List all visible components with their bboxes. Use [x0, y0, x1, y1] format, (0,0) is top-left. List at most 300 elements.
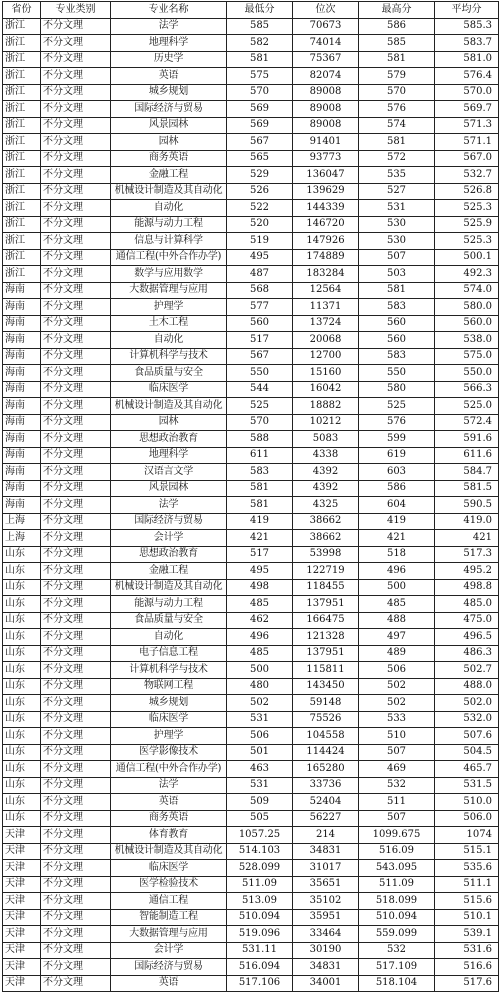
cell-max-score: 488 [359, 612, 435, 629]
cell-category: 不分文理 [41, 348, 111, 365]
table-row [3, 414, 499, 431]
table-row [3, 249, 499, 266]
cell-avg-score: 526.8 [435, 183, 499, 200]
cell-major: 体育教育 [111, 827, 227, 844]
cell-avg-score: 532.0 [435, 711, 499, 728]
cell-min-score: 514.103 [227, 843, 293, 860]
cell-min-score: 582 [227, 35, 293, 52]
cell-major: 商务英语 [111, 810, 227, 827]
cell-major: 医学影像技术 [111, 744, 227, 761]
table-row [3, 975, 499, 992]
cell-major: 临床医学 [111, 381, 227, 398]
table-row [3, 150, 499, 167]
cell-min-score: 517 [227, 332, 293, 349]
cell-major: 自动化 [111, 629, 227, 646]
cell-avg-score: 510.1 [435, 909, 499, 926]
cell-min-score: 496 [227, 629, 293, 646]
header-rank: 位次 [293, 2, 359, 19]
cell-major: 护理学 [111, 299, 227, 316]
cell-rank: 82074 [293, 68, 359, 85]
cell-category: 不分文理 [41, 761, 111, 778]
cell-rank: 146720 [293, 216, 359, 233]
cell-max-score: 576 [359, 101, 435, 118]
cell-category: 不分文理 [41, 431, 111, 448]
cell-major: 法学 [111, 497, 227, 514]
cell-rank: 35102 [293, 893, 359, 910]
cell-min-score: 531 [227, 711, 293, 728]
cell-category: 不分文理 [41, 777, 111, 794]
cell-major: 机械设计制造及其自动化 [111, 183, 227, 200]
cell-min-score: 575 [227, 68, 293, 85]
cell-max-score: 530 [359, 233, 435, 250]
cell-province: 天津 [3, 876, 41, 893]
table-row [3, 431, 499, 448]
cell-avg-score: 550.0 [435, 365, 499, 382]
cell-avg-score: 569.7 [435, 101, 499, 118]
cell-major: 能源与动力工程 [111, 596, 227, 613]
cell-major: 国际经济与贸易 [111, 513, 227, 530]
cell-min-score: 528.099 [227, 860, 293, 877]
cell-max-score: 572 [359, 150, 435, 167]
cell-avg-score: 506.0 [435, 810, 499, 827]
table-row [3, 365, 499, 382]
cell-min-score: 560 [227, 315, 293, 332]
cell-category: 不分文理 [41, 233, 111, 250]
table-row [3, 183, 499, 200]
cell-min-score: 517.106 [227, 975, 293, 992]
table-row [3, 513, 499, 530]
cell-category: 不分文理 [41, 216, 111, 233]
table-row [3, 794, 499, 811]
table-row [3, 777, 499, 794]
cell-province: 浙江 [3, 117, 41, 134]
cell-min-score: 462 [227, 612, 293, 629]
cell-major: 机械设计制造及其自动化 [111, 843, 227, 860]
header-province: 省份 [3, 2, 41, 19]
cell-max-score: 532 [359, 942, 435, 959]
table-row [3, 761, 499, 778]
cell-province: 山东 [3, 612, 41, 629]
cell-province: 山东 [3, 728, 41, 745]
cell-major: 电子信息工程 [111, 645, 227, 662]
cell-max-score: 586 [359, 480, 435, 497]
cell-max-score: 570 [359, 84, 435, 101]
cell-max-score: 518.099 [359, 893, 435, 910]
cell-province: 浙江 [3, 18, 41, 35]
cell-rank: 35951 [293, 909, 359, 926]
cell-province: 山东 [3, 744, 41, 761]
cell-min-score: 519 [227, 233, 293, 250]
cell-max-score: 511.09 [359, 876, 435, 893]
cell-avg-score: 525.3 [435, 233, 499, 250]
cell-category: 不分文理 [41, 827, 111, 844]
cell-province: 天津 [3, 860, 41, 877]
cell-avg-score: 507.6 [435, 728, 499, 745]
cell-avg-score: 590.5 [435, 497, 499, 514]
cell-category: 不分文理 [41, 744, 111, 761]
cell-max-score: 543.095 [359, 860, 435, 877]
cell-province: 山东 [3, 711, 41, 728]
cell-rank: 33736 [293, 777, 359, 794]
cell-major: 数学与应用数学 [111, 266, 227, 283]
table-row [3, 678, 499, 695]
cell-min-score: 611 [227, 447, 293, 464]
cell-rank: 5083 [293, 431, 359, 448]
cell-min-score: 568 [227, 282, 293, 299]
cell-avg-score: 581.5 [435, 480, 499, 497]
cell-max-score: 560 [359, 332, 435, 349]
cell-min-score: 570 [227, 414, 293, 431]
cell-category: 不分文理 [41, 299, 111, 316]
header-max-score: 最高分 [359, 2, 435, 19]
cell-province: 浙江 [3, 134, 41, 151]
table-row [3, 711, 499, 728]
cell-max-score: 502 [359, 695, 435, 712]
cell-category: 不分文理 [41, 18, 111, 35]
cell-avg-score: 475.0 [435, 612, 499, 629]
cell-rank: 34001 [293, 975, 359, 992]
cell-rank: 118455 [293, 579, 359, 596]
header-major: 专业名称 [111, 2, 227, 19]
cell-major: 风景园林 [111, 480, 227, 497]
cell-province: 天津 [3, 843, 41, 860]
cell-major: 自动化 [111, 332, 227, 349]
cell-category: 不分文理 [41, 563, 111, 580]
cell-major: 物联网工程 [111, 678, 227, 695]
cell-rank: 139629 [293, 183, 359, 200]
header-category: 专业类别 [41, 2, 111, 19]
cell-major: 通信工程(中外合作办学) [111, 761, 227, 778]
cell-avg-score: 531.6 [435, 942, 499, 959]
cell-province: 山东 [3, 579, 41, 596]
cell-category: 不分文理 [41, 332, 111, 349]
cell-rank: 114424 [293, 744, 359, 761]
cell-major: 历史学 [111, 51, 227, 68]
cell-major: 园林 [111, 414, 227, 431]
header-row [3, 2, 499, 19]
cell-major: 城乡规划 [111, 84, 227, 101]
table-row [3, 810, 499, 827]
cell-major: 园林 [111, 134, 227, 151]
table-row [3, 282, 499, 299]
cell-max-score: 603 [359, 464, 435, 481]
cell-category: 不分文理 [41, 35, 111, 52]
cell-min-score: 480 [227, 678, 293, 695]
cell-avg-score: 584.7 [435, 464, 499, 481]
cell-major: 商务英语 [111, 150, 227, 167]
table-row [3, 167, 499, 184]
table-row [3, 51, 499, 68]
cell-category: 不分文理 [41, 282, 111, 299]
cell-province: 山东 [3, 546, 41, 563]
table-row [3, 876, 499, 893]
cell-province: 天津 [3, 827, 41, 844]
cell-province: 海南 [3, 398, 41, 415]
cell-avg-score: 502.7 [435, 662, 499, 679]
cell-category: 不分文理 [41, 101, 111, 118]
cell-rank: 13724 [293, 315, 359, 332]
cell-rank: 53998 [293, 546, 359, 563]
cell-max-score: 586 [359, 18, 435, 35]
cell-major: 通信工程(中外合作办学) [111, 249, 227, 266]
cell-min-score: 581 [227, 51, 293, 68]
cell-major: 土木工程 [111, 315, 227, 332]
cell-max-score: 497 [359, 629, 435, 646]
cell-major: 大数据管理与应用 [111, 926, 227, 943]
table-row [3, 68, 499, 85]
cell-avg-score: 575.0 [435, 348, 499, 365]
cell-avg-score: 495.2 [435, 563, 499, 580]
table-row [3, 332, 499, 349]
cell-rank: 137951 [293, 645, 359, 662]
cell-avg-score: 570.0 [435, 84, 499, 101]
cell-category: 不分文理 [41, 150, 111, 167]
cell-rank: 93773 [293, 150, 359, 167]
cell-category: 不分文理 [41, 975, 111, 992]
cell-province: 山东 [3, 794, 41, 811]
cell-major: 思想政治教育 [111, 546, 227, 563]
cell-category: 不分文理 [41, 266, 111, 283]
cell-province: 天津 [3, 909, 41, 926]
cell-min-score: 463 [227, 761, 293, 778]
cell-min-score: 511.09 [227, 876, 293, 893]
table-row [3, 480, 499, 497]
cell-category: 不分文理 [41, 497, 111, 514]
cell-category: 不分文理 [41, 51, 111, 68]
cell-province: 浙江 [3, 167, 41, 184]
cell-category: 不分文理 [41, 464, 111, 481]
cell-major: 食品质量与安全 [111, 612, 227, 629]
cell-min-score: 509 [227, 794, 293, 811]
cell-max-score: 531 [359, 200, 435, 217]
cell-min-score: 581 [227, 497, 293, 514]
cell-max-score: 581 [359, 134, 435, 151]
table-row [3, 117, 499, 134]
table-row [3, 381, 499, 398]
table-row [3, 579, 499, 596]
cell-min-score: 487 [227, 266, 293, 283]
cell-max-score: 510 [359, 728, 435, 745]
cell-avg-score: 500.1 [435, 249, 499, 266]
cell-avg-score: 515.6 [435, 893, 499, 910]
cell-category: 不分文理 [41, 134, 111, 151]
cell-max-score: 485 [359, 596, 435, 613]
cell-max-score: 469 [359, 761, 435, 778]
cell-major: 能源与动力工程 [111, 216, 227, 233]
cell-category: 不分文理 [41, 711, 111, 728]
cell-rank: 52404 [293, 794, 359, 811]
table-row [3, 612, 499, 629]
cell-major: 自动化 [111, 200, 227, 217]
cell-min-score: 1057.25 [227, 827, 293, 844]
cell-rank: 166475 [293, 612, 359, 629]
cell-max-score: 532 [359, 777, 435, 794]
cell-rank: 38662 [293, 530, 359, 547]
table-row [3, 497, 499, 514]
cell-avg-score: 525.9 [435, 216, 499, 233]
table-row [3, 530, 499, 547]
cell-major: 通信工程 [111, 893, 227, 910]
cell-major: 临床医学 [111, 860, 227, 877]
cell-min-score: 570 [227, 84, 293, 101]
cell-major: 机械设计制造及其自动化 [111, 398, 227, 415]
cell-rank: 74014 [293, 35, 359, 52]
cell-rank: 70673 [293, 18, 359, 35]
cell-min-score: 583 [227, 464, 293, 481]
cell-avg-score: 567.0 [435, 150, 499, 167]
cell-rank: 214 [293, 827, 359, 844]
cell-major: 大数据管理与应用 [111, 282, 227, 299]
cell-min-score: 581 [227, 480, 293, 497]
cell-province: 天津 [3, 893, 41, 910]
cell-rank: 35651 [293, 876, 359, 893]
cell-min-score: 502 [227, 695, 293, 712]
cell-category: 不分文理 [41, 68, 111, 85]
cell-avg-score: 571.1 [435, 134, 499, 151]
cell-min-score: 495 [227, 563, 293, 580]
table-row [3, 101, 499, 118]
cell-province: 山东 [3, 678, 41, 695]
cell-min-score: 505 [227, 810, 293, 827]
cell-rank: 34831 [293, 843, 359, 860]
cell-province: 海南 [3, 332, 41, 349]
cell-category: 不分文理 [41, 183, 111, 200]
cell-avg-score: 515.1 [435, 843, 499, 860]
cell-province: 浙江 [3, 51, 41, 68]
cell-category: 不分文理 [41, 596, 111, 613]
table-row [3, 84, 499, 101]
cell-province: 山东 [3, 662, 41, 679]
cell-min-score: 520 [227, 216, 293, 233]
cell-avg-score: 538.0 [435, 332, 499, 349]
cell-province: 山东 [3, 761, 41, 778]
cell-rank: 34831 [293, 959, 359, 976]
table-row [3, 447, 499, 464]
cell-rank: 4338 [293, 447, 359, 464]
cell-max-score: 506 [359, 662, 435, 679]
cell-rank: 75526 [293, 711, 359, 728]
cell-avg-score: 574.0 [435, 282, 499, 299]
cell-max-score: 518 [359, 546, 435, 563]
cell-min-score: 525 [227, 398, 293, 415]
cell-province: 上海 [3, 530, 41, 547]
cell-min-score: 526 [227, 183, 293, 200]
cell-max-score: 419 [359, 513, 435, 530]
cell-rank: 121328 [293, 629, 359, 646]
cell-major: 城乡规划 [111, 695, 227, 712]
table-row [3, 728, 499, 745]
cell-avg-score: 465.7 [435, 761, 499, 778]
cell-category: 不分文理 [41, 530, 111, 547]
cell-max-score: 530 [359, 216, 435, 233]
cell-province: 浙江 [3, 249, 41, 266]
cell-major: 计算机科学与技术 [111, 662, 227, 679]
cell-rank: 137951 [293, 596, 359, 613]
table-row [3, 18, 499, 35]
table-row [3, 35, 499, 52]
cell-category: 不分文理 [41, 695, 111, 712]
cell-avg-score: 502.0 [435, 695, 499, 712]
cell-avg-score: 510.0 [435, 794, 499, 811]
table-row [3, 860, 499, 877]
cell-rank: 104558 [293, 728, 359, 745]
cell-max-score: 527 [359, 183, 435, 200]
cell-avg-score: 576.4 [435, 68, 499, 85]
cell-avg-score: 581.0 [435, 51, 499, 68]
cell-rank: 10212 [293, 414, 359, 431]
cell-category: 不分文理 [41, 579, 111, 596]
cell-category: 不分文理 [41, 629, 111, 646]
cell-province: 山东 [3, 695, 41, 712]
cell-category: 不分文理 [41, 398, 111, 415]
cell-category: 不分文理 [41, 381, 111, 398]
cell-province: 山东 [3, 629, 41, 646]
cell-rank: 89008 [293, 101, 359, 118]
cell-category: 不分文理 [41, 167, 111, 184]
cell-min-score: 569 [227, 117, 293, 134]
cell-major: 汉语言文学 [111, 464, 227, 481]
table-row [3, 909, 499, 926]
cell-province: 浙江 [3, 216, 41, 233]
table-row [3, 629, 499, 646]
cell-category: 不分文理 [41, 959, 111, 976]
cell-avg-score: 419.0 [435, 513, 499, 530]
cell-province: 浙江 [3, 84, 41, 101]
cell-min-score: 567 [227, 348, 293, 365]
cell-major: 风景园林 [111, 117, 227, 134]
cell-min-score: 519.096 [227, 926, 293, 943]
cell-rank: 4325 [293, 497, 359, 514]
cell-province: 海南 [3, 381, 41, 398]
cell-province: 天津 [3, 942, 41, 959]
cell-category: 不分文理 [41, 893, 111, 910]
cell-province: 海南 [3, 365, 41, 382]
cell-major: 金融工程 [111, 167, 227, 184]
cell-category: 不分文理 [41, 117, 111, 134]
cell-avg-score: 504.5 [435, 744, 499, 761]
cell-max-score: 576 [359, 414, 435, 431]
cell-rank: 12700 [293, 348, 359, 365]
table-row [3, 827, 499, 844]
cell-max-score: 559.099 [359, 926, 435, 943]
cell-major: 机械设计制造及其自动化 [111, 579, 227, 596]
cell-province: 山东 [3, 563, 41, 580]
cell-major: 会计学 [111, 942, 227, 959]
table-row [3, 134, 499, 151]
cell-avg-score: 517.3 [435, 546, 499, 563]
table-row [3, 563, 499, 580]
table-row [3, 942, 499, 959]
cell-category: 不分文理 [41, 480, 111, 497]
cell-category: 不分文理 [41, 860, 111, 877]
cell-avg-score: 498.8 [435, 579, 499, 596]
cell-avg-score: 485.0 [435, 596, 499, 613]
cell-rank: 165280 [293, 761, 359, 778]
cell-category: 不分文理 [41, 810, 111, 827]
cell-rank: 91401 [293, 134, 359, 151]
cell-province: 海南 [3, 497, 41, 514]
cell-major: 法学 [111, 18, 227, 35]
cell-rank: 11371 [293, 299, 359, 316]
table-row [3, 959, 499, 976]
cell-category: 不分文理 [41, 926, 111, 943]
cell-max-score: 507 [359, 744, 435, 761]
cell-avg-score: 560.0 [435, 315, 499, 332]
cell-avg-score: 486.3 [435, 645, 499, 662]
cell-rank: 143450 [293, 678, 359, 695]
cell-province: 浙江 [3, 35, 41, 52]
cell-avg-score: 591.6 [435, 431, 499, 448]
